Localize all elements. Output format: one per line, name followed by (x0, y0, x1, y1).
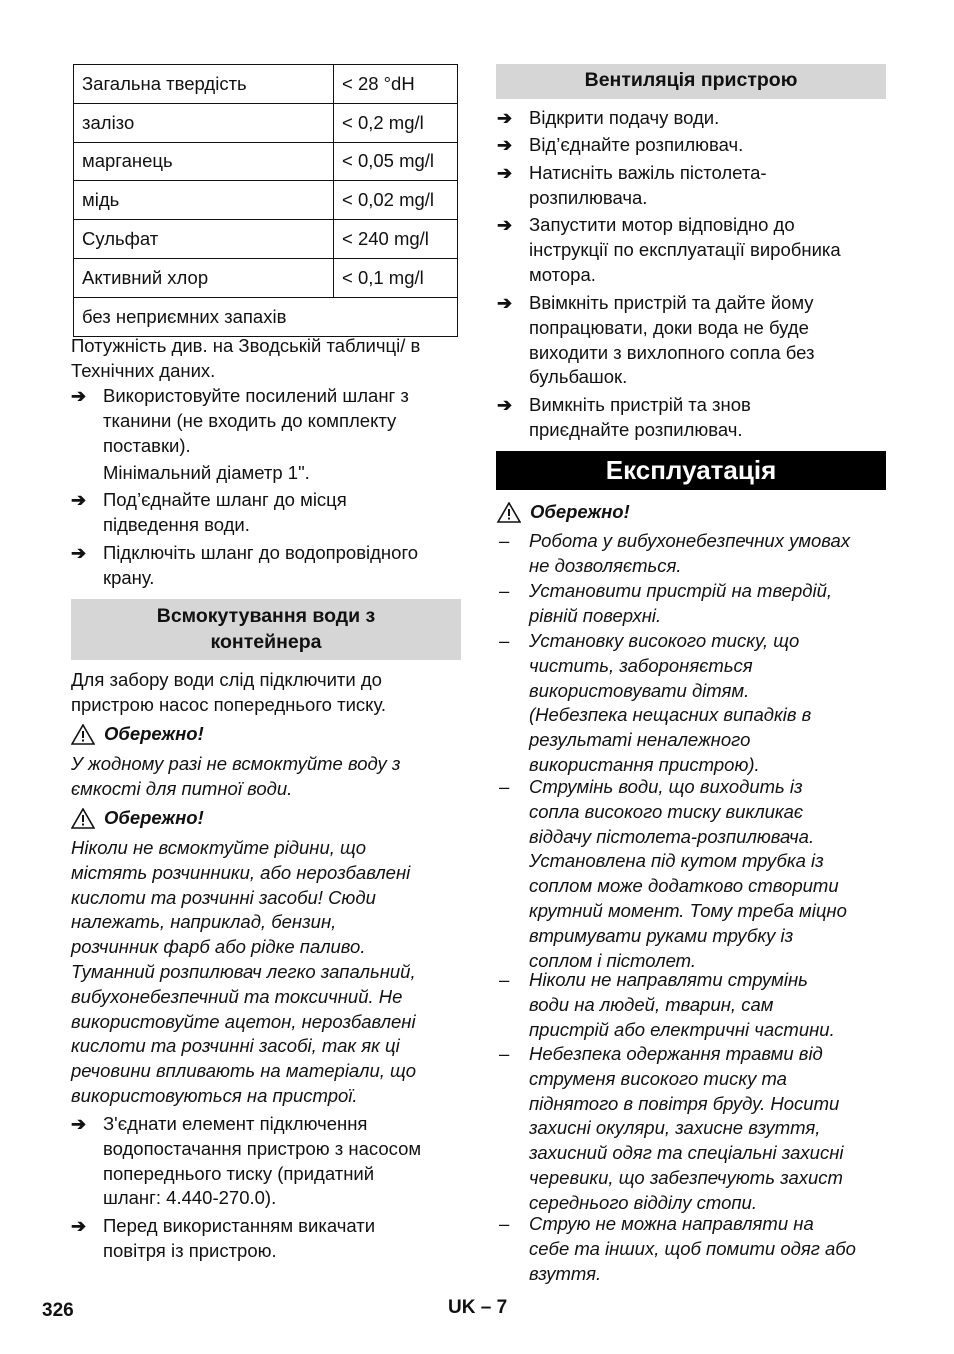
text-line: приєднайте розпилювач. (529, 418, 743, 440)
warning-triangle-icon (71, 808, 95, 829)
text-line: кислоти та розчинні засоби! Сюди (71, 886, 376, 908)
step-text (529, 106, 719, 131)
text-line: пристрій або електричні частини. (529, 1018, 835, 1040)
text-line: виходити з вихлопного сопла без (529, 341, 815, 363)
text-line: Використовуйте посилений шланг з (103, 385, 409, 406)
text-line: кислоти та розчинні засобі, так як ці (71, 1035, 400, 1057)
text-line: використовуйте ацетон, нерозбавлені (71, 1010, 416, 1032)
dash-bullet-icon: – (499, 969, 510, 990)
step-text (529, 213, 841, 287)
table-row (74, 297, 458, 336)
text-line: шланг: 4.440-270.0). (103, 1187, 277, 1209)
arrow-icon: ➔ (497, 215, 513, 235)
dash-bullet-icon: – (499, 776, 510, 797)
text-line: віддачу пістолета-розпилювача. (529, 825, 815, 847)
text-line: вибухонебезпечний та токсичний. Не (71, 985, 403, 1007)
page-section-label: UK – 7 (448, 1297, 508, 1318)
text-line: Технічних даних. (71, 359, 216, 381)
text-line: Підключіть шланг до водопровідного (103, 542, 419, 563)
bullet-text (103, 541, 418, 591)
text-line: взуття. (529, 1262, 602, 1284)
list-item (529, 529, 850, 579)
text-line: води на людей, тварин, сам (529, 993, 774, 1015)
text-line: соплом і пістолет. (529, 949, 696, 971)
table-cell-value: < 0,2 mg/l (334, 103, 458, 142)
text-line: чистить, забороняється (529, 654, 753, 676)
text-line: Натисніть важіль пістолета- (529, 162, 767, 183)
text-line: Відкрити подачу води. (529, 107, 720, 128)
warning-label (71, 722, 271, 747)
text-line: використання пристрою). (529, 753, 760, 775)
text-line: Установлена під кутом трубка із (529, 850, 824, 872)
table-row (74, 181, 458, 220)
table-footer-cell: без неприємних запахів (74, 297, 458, 336)
list-item (529, 579, 832, 629)
intro-text (71, 668, 386, 718)
warning-text: Обережно! (104, 723, 204, 744)
text-line: Установку високого тиску, що (529, 630, 800, 651)
text-line: Перед використанням викачати (103, 1215, 376, 1236)
text-line: струменя високого тиску та (529, 1067, 787, 1089)
text-line: тканини (не входить до комплекту (103, 409, 397, 431)
text-line: втримувати руками трубку із (529, 924, 794, 946)
list-item (529, 1042, 844, 1216)
text-line: черевики, що забезпечують захист (529, 1166, 843, 1188)
step-text (529, 291, 815, 390)
heading-line: контейнера (210, 631, 322, 653)
text-line: розчинник фарб або рідке паливо. (71, 936, 366, 958)
dash-bullet-icon: – (499, 630, 510, 651)
arrow-icon: ➔ (497, 163, 513, 183)
section-heading (71, 599, 461, 660)
text-line: Запустити мотор відповідно до (529, 214, 795, 235)
bullet-text (103, 1112, 421, 1211)
arrow-icon: ➔ (71, 490, 87, 510)
dash-bullet-icon: – (499, 580, 510, 601)
warning-triangle-icon (497, 502, 521, 523)
table-cell-value: < 0,02 mg/l (334, 181, 458, 220)
text-line: використовувати дітям. (529, 679, 750, 701)
table-cell-parameter: марганець (74, 142, 334, 181)
table-cell-parameter: Активний хлор (74, 258, 334, 297)
text-line: водопостачання пристрою з насосом (103, 1137, 422, 1159)
step-text (529, 161, 767, 211)
text-line: (Небезпека нещасних випадків в (529, 704, 812, 726)
page-number: 326 (42, 1300, 74, 1321)
arrow-icon: ➔ (71, 543, 87, 563)
text-line: середнього відділу стопи. (529, 1191, 757, 1213)
bullet-text (103, 384, 409, 458)
text-line: інструкції по експлуатації виробника (529, 238, 841, 260)
text-line: Установити пристрій на твердій, (529, 580, 833, 601)
text-line: Робота у вибухонебезпечних умовах (529, 530, 851, 551)
text-line: Под’єднайте шланг до місця (103, 489, 347, 510)
step-text (529, 393, 751, 443)
table-cell-parameter: Сульфат (74, 220, 334, 259)
table-row (74, 220, 458, 259)
text-line: У жодному разі не всмоктуйте воду з (71, 753, 401, 774)
table-row (74, 103, 458, 142)
text-line: рівній поверхні. (529, 604, 662, 626)
text-line: крутний момент. Тому треба міцно (529, 899, 847, 921)
warning-label (497, 500, 697, 525)
text-line: соплом може додатково створити (529, 875, 839, 897)
dash-bullet-icon: – (499, 1213, 510, 1234)
text-line: Ніколи не всмоктуйте рідини, що (71, 837, 367, 858)
text-line: попереднього тиску (придатний (103, 1162, 375, 1184)
text-line: Ніколи не направляти струмінь (529, 969, 808, 990)
heading-line: Всмокутування води з (156, 605, 376, 627)
text-line: речовини впливають на матеріали, що (71, 1060, 417, 1082)
arrow-icon: ➔ (497, 395, 513, 415)
table-cell-value: < 240 mg/l (334, 220, 458, 259)
arrow-icon: ➔ (71, 1114, 87, 1134)
text-line: З'єднати елемент підключення (103, 1113, 368, 1134)
list-item (529, 968, 835, 1042)
min-diameter: Мінімальний діаметр 1". (103, 462, 310, 483)
warning-body (71, 752, 401, 802)
table-cell-parameter: залізо (74, 103, 334, 142)
warning-text: Обережно! (530, 501, 630, 522)
table-cell-value: < 28 °dH (334, 65, 458, 104)
text-line: бульбашок. (529, 366, 628, 388)
text-line: пристрою насос попереднього тиску. (71, 693, 386, 715)
table-cell-parameter: мідь (74, 181, 334, 220)
dash-bullet-icon: – (499, 530, 510, 551)
text-line: розпилювача. (529, 186, 648, 208)
power-note (71, 334, 420, 384)
warning-triangle-icon (71, 724, 95, 745)
text-line: використовуються на пристрої. (71, 1084, 358, 1106)
arrow-icon: ➔ (497, 108, 513, 128)
text-line: не дозволяється. (529, 554, 682, 576)
operation-section-heading: Експлуатація (496, 451, 886, 490)
step-text (529, 133, 743, 158)
warning-text: Обережно! (104, 807, 204, 828)
arrow-icon: ➔ (497, 293, 513, 313)
text-line: Від’єднайте розпилювач. (529, 134, 744, 155)
text-line: Ввімкніть пристрій та дайте йому (529, 292, 814, 313)
list-item (529, 1212, 856, 1286)
arrow-icon: ➔ (71, 1216, 87, 1236)
table-cell-value: < 0,1 mg/l (334, 258, 458, 297)
text-line: містять розчинники, або нерозбавлені (71, 861, 411, 883)
table-row (74, 65, 458, 104)
text-line: захисний одяг та спеціальні захисні (529, 1142, 844, 1164)
text-line: піднятого в повітря бруду. Носити (529, 1092, 840, 1114)
arrow-icon: ➔ (497, 135, 513, 155)
dash-bullet-icon: – (499, 1043, 510, 1064)
text-line: результаті неналежного (529, 729, 751, 751)
warning-body (71, 836, 416, 1109)
text-line: ємкості для питної води. (71, 777, 293, 799)
warning-label (71, 806, 271, 831)
bullet-text (103, 1214, 375, 1264)
text-line: Для забору води слід підключити до (71, 669, 382, 690)
water-quality-table (73, 64, 458, 337)
table-cell-value: < 0,05 mg/l (334, 142, 458, 181)
text-line: Струмінь води, що виходить із (529, 776, 803, 797)
text-line: Струю не можна направляти на (529, 1213, 814, 1234)
text-line: Небезпека одержання травми від (529, 1043, 823, 1064)
bullet-text (103, 488, 347, 538)
text-line: захисні окуляри, захисне взуття, (529, 1117, 821, 1139)
text-line: себе та інших, щоб помити одяг або (529, 1237, 856, 1259)
text-line: Вимкніть пристрій та знов (529, 394, 751, 415)
text-line: поставки). (103, 434, 191, 456)
text-line: крану. (103, 566, 155, 588)
text-line: Туманний розпилювач легко запальний, (71, 960, 416, 982)
text-line: Потужність див. на Зводській табличці/ в (71, 335, 421, 356)
list-item (529, 775, 847, 973)
table-cell-parameter: Загальна твердість (74, 65, 334, 104)
text-line: попрацювати, доки вода не буде (529, 316, 809, 338)
vent-section-heading: Вентиляція пристрою (496, 64, 886, 99)
text-line: підведення води. (103, 513, 250, 535)
table-row (74, 142, 458, 181)
text-line: сопла високого тиску викликає (529, 800, 804, 822)
arrow-icon: ➔ (71, 386, 87, 406)
text-line: повітря із пристрою. (103, 1239, 277, 1261)
text-line: мотора. (529, 263, 596, 285)
table-row (74, 258, 458, 297)
text-line: належать, наприклад, бензин, (71, 911, 337, 933)
list-item (529, 629, 811, 778)
